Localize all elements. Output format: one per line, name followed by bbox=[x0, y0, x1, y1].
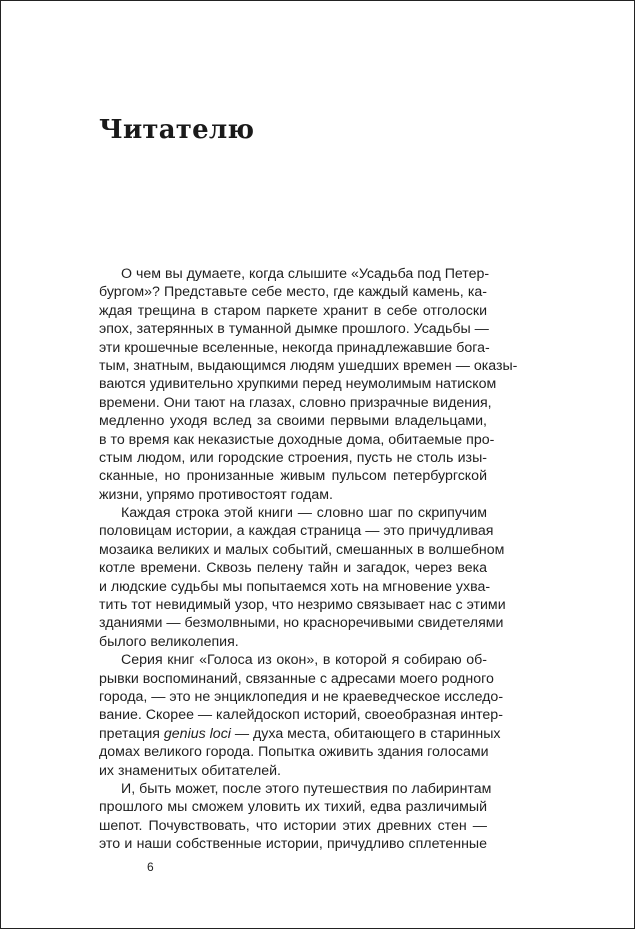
text-line: рывки воспоминаний, связанные с адресами моего родного bbox=[99, 670, 494, 687]
text-line: это и наши собственные истории, причудливо сплетенные bbox=[99, 836, 487, 853]
text-line: зданиями — безмолвными, но красноречивыми свидетелями bbox=[99, 615, 504, 632]
text-line-with-italic bbox=[99, 725, 501, 743]
text-line: тить тот невидимый узор, что незримо связывает нас с этими bbox=[99, 597, 506, 614]
text-line: тым, знатным, выдающимся людям ушедших времен — оказы- bbox=[99, 357, 518, 374]
text-fragment: претация bbox=[99, 725, 164, 742]
text-line: Каждая строка этой книги — словно шаг по скрипучим bbox=[121, 505, 487, 522]
text-line: мозаика великих и малых событий, смешанных в волшебном bbox=[99, 541, 505, 558]
text-line: половицам истории, а каждая страница — это причудливая bbox=[99, 523, 494, 540]
page-number: 6 bbox=[147, 860, 154, 874]
text-line: их знаменитых обитателей. bbox=[99, 762, 281, 779]
text-line: в то время как неказистые доходные дома, обитаемые про- bbox=[99, 431, 495, 448]
text-line: ждая трещина в старом паркете хранит в себе отголоски bbox=[99, 302, 487, 319]
text-line: медленно уходя вслед за своими первыми владельцами, bbox=[99, 413, 487, 430]
text-line: домах великого города. Попытка оживить здания голосами bbox=[99, 744, 489, 761]
text-fragment: — духа места, обитающего в старинных bbox=[230, 725, 501, 742]
text-line: города, — это не энциклопедия и не краеведческое исследо- bbox=[99, 688, 504, 705]
text-line: котле времени. Сквозь пелену тайн и загадок, через века bbox=[99, 560, 487, 577]
text-line: вание. Скорее — калейдоскоп историй, своеобразная интер- bbox=[99, 707, 503, 724]
text-line: Серия книг «Голоса из окон», в которой я собираю об- bbox=[121, 652, 487, 669]
text-line: времени. Они тают на глазах, словно призрачные видения, bbox=[99, 394, 492, 411]
text-line: ваются удивительно хрупкими перед неумолимым натиском bbox=[99, 376, 497, 393]
body-text bbox=[99, 265, 518, 854]
chapter-title: Читателю bbox=[99, 115, 255, 145]
text-line: прошлого мы сможем уловить их тихий, едва различимый bbox=[99, 799, 487, 816]
text-line: шепот. Почувствовать, что истории этих древних стен — bbox=[99, 817, 487, 834]
text-line: и людские судьбы мы попытаемся хоть на мгновение ухва- bbox=[99, 578, 491, 595]
text-line: сканные, но пронизанные живым пульсом петербургской bbox=[99, 468, 487, 485]
text-line: эти крошечные вселенные, некогда принадлежавшие бога- bbox=[99, 339, 490, 356]
text-line: стым людом, или городские строения, пусть не столь изы- bbox=[99, 449, 487, 466]
text-line: эпох, затерянных в туманной дымке прошлого. Усадьбы — bbox=[99, 321, 489, 338]
text-line: жизни, упрямо противостоят годам. bbox=[99, 486, 333, 503]
text-line: И, быть может, после этого путешествия по лабиринтам bbox=[121, 780, 492, 797]
text-line: бургом»? Представьте себе место, где каждый камень, ка- bbox=[99, 284, 487, 301]
italic-term: genius loci bbox=[163, 725, 231, 742]
text-line: былого великолепия. bbox=[99, 633, 239, 650]
text-line: О чем вы думаете, когда слышите «Усадьба под Петер- bbox=[121, 266, 490, 282]
